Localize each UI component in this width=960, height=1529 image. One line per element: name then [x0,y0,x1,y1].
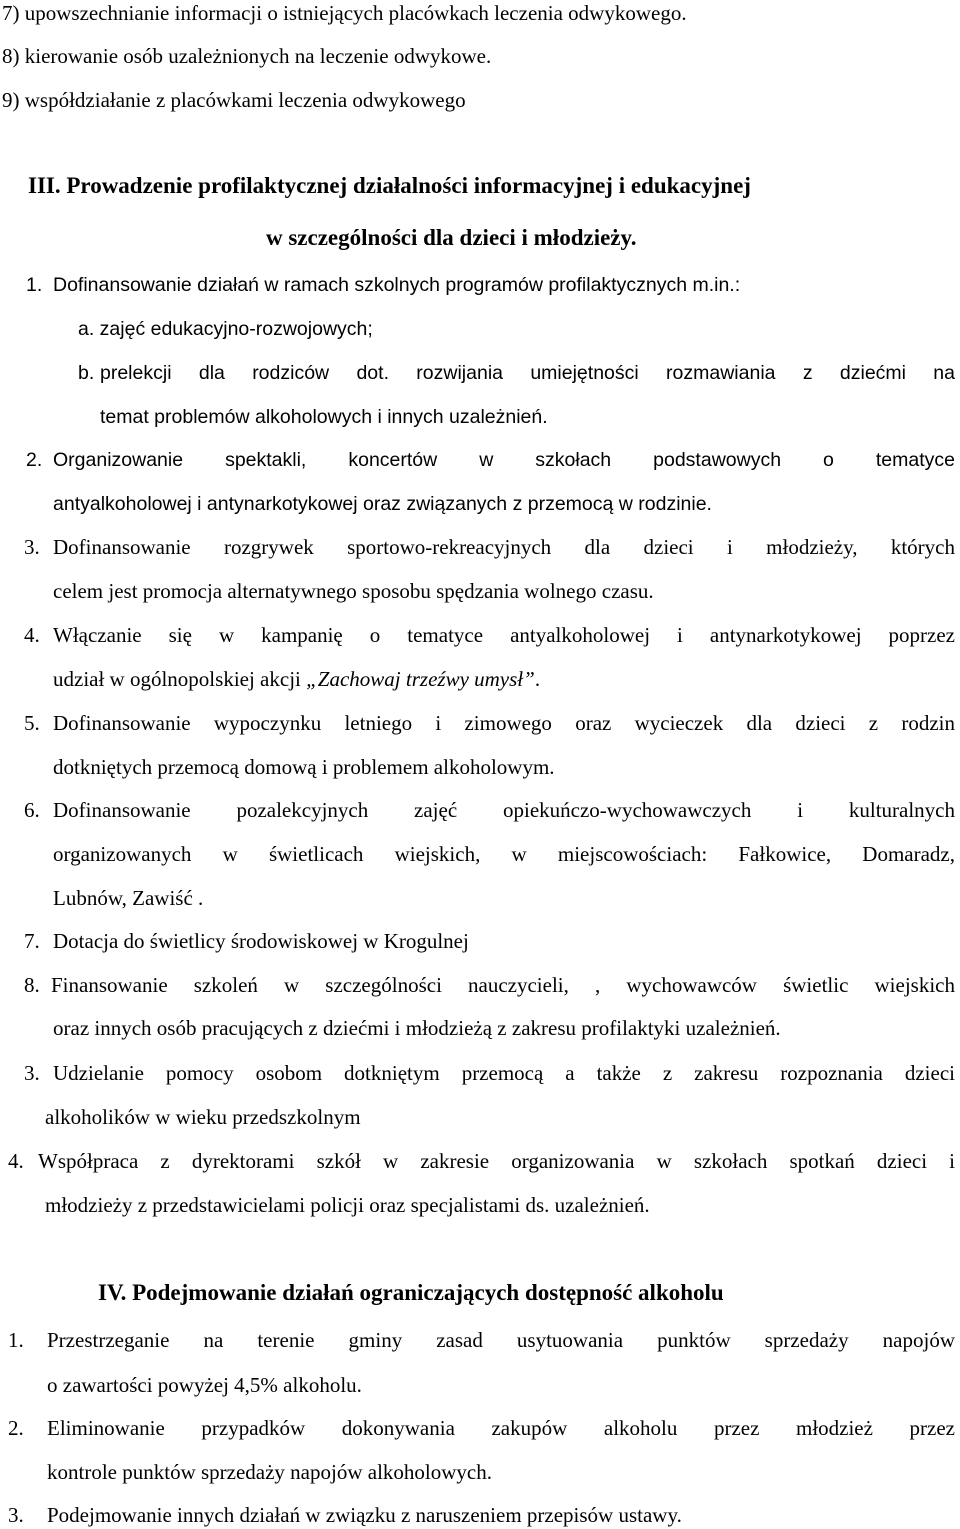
item-6-line1: Dofinansowanie pozalekcyjnych zajęć opiekuńczo-wychowawczych i kulturalnych [53,798,955,822]
item-7-line1: Dotacja do świetlicy środowiskowej w Krogulnej [53,929,469,953]
section-4-item-1-line1: Przestrzeganie na terenie gminy zasad usytuowania punktów sprzedaży napojów [47,1328,955,1352]
item-6-number: 6. [24,798,40,822]
item-5-line1: Dofinansowanie wypoczynku letniego i zimowego oraz wycieczek dla dzieci z rodzin [53,711,955,735]
item-4-line1: Włączanie się w kampanię o tematyce antyalkoholowej i antynarkotykowej poprzez [53,623,955,647]
item-1-text: Dofinansowanie działań w ramach szkolnych programów profilaktycznych m.in.: [53,274,741,296]
item-2-line1: Organizowanie spektakli, koncertów w szkołach podstawowych o tematyce [53,449,955,471]
item-8-line2: oraz innych osób pracujących z dziećmi i młodzieżą z zakresu profilaktyki uzależnień. [53,1016,781,1040]
item-10-number: 4. [8,1149,24,1173]
item-4-number: 4. [24,623,40,647]
section-4-item-3-line1: Podejmowanie innych działań w związku z naruszeniem przepisów ustawy. [47,1503,682,1527]
item-3-line1: Dofinansowanie rozgrywek sportowo-rekreacyjnych dla dzieci i młodzieży, których [53,535,955,559]
section-4-item-2-line1: Eliminowanie przypadków dokonywania zakupów alkoholu przez młodzież przez [47,1416,955,1440]
item-9-number: 3. [24,1061,40,1085]
item-2-number: 2. [26,449,43,471]
item-9-line2: alkoholików w wieku przedszkolnym [45,1105,361,1129]
item-1-number: 1. [26,274,43,296]
item-4-line2-end: . [534,667,541,691]
item-1-sub-b-line1: prelekcji dla rodziców dot. rozwijania umiejętności rozmawiania z dziećmi na [100,362,955,384]
item-6-line3: Lubnów, Zawiść . [53,886,204,910]
item-5-number: 5. [24,711,40,735]
item-2-line2: antyalkoholowej i antynarkotykowej oraz związanych z przemocą w rodzinie. [53,493,712,515]
section-4-item-2-number: 2. [8,1416,24,1440]
item-4-line2-text: udział w ogólnopolskiej akcji [53,667,307,691]
item-7-number: 7. [24,929,40,953]
section-3-heading-line1: III. Prowadzenie profilaktycznej działalności informacyjnej i edukacyjnej [28,173,751,198]
item-1-sub-b-line2: temat problemów alkoholowych i innych uzależnień. [100,406,548,428]
section-4-heading: IV. Podejmowanie działań ograniczających dostępność alkoholu [98,1280,724,1305]
section-4-item-3-number: 3. [8,1503,24,1527]
item-4-line2 [53,666,540,692]
list-item-7: 7) upowszechnianie informacji o istniejących placówkach leczenia odwykowego. [2,1,687,25]
section-3-heading-line2: w szczególności dla dzieci i młodzieży. [266,225,637,250]
item-8-line1: Finansowanie szkoleń w szczególności nauczycieli, , wychowawców świetlic wiejskich [51,973,955,997]
item-3-number: 3. [24,535,40,559]
item-8-number: 8. [24,973,40,997]
item-1-sub-a: a. zajęć edukacyjno-rozwojowych; [78,318,373,340]
item-10-line2: młodzieży z przedstawicielami policji oraz specjalistami ds. uzależnień. [45,1193,650,1217]
section-4-item-1-line2: o zawartości powyżej 4,5% alkoholu. [47,1373,362,1397]
item-9-line1: Udzielanie pomocy osobom dotkniętym przemocą a także z zakresu rozpoznania dzieci [53,1061,955,1085]
section-4-item-1-number: 1. [8,1328,24,1352]
item-3-line2: celem jest promocja alternatywnego sposobu spędzania wolnego czasu. [53,579,654,603]
section-4-item-2-line2: kontrole punktów sprzedaży napojów alkoholowych. [47,1460,492,1484]
list-item-9: 9) współdziałanie z placówkami leczenia odwykowego [2,88,466,112]
item-1-sub-b-number: b. [78,362,95,384]
campaign-name: „Zachowaj trzeźwy umysł” [306,667,535,691]
item-6-line2: organizowanych w świetlicach wiejskich, w miejscowościach: Fałkowice, Domaradz, [53,842,955,866]
item-10-line1: Współpraca z dyrektorami szkół w zakresie organizowania w szkołach spotkań dzieci i [38,1149,955,1173]
list-item-8: 8) kierowanie osób uzależnionych na leczenie odwykowe. [2,44,492,68]
item-5-line2: dotkniętych przemocą domową i problemem alkoholowym. [53,755,555,779]
